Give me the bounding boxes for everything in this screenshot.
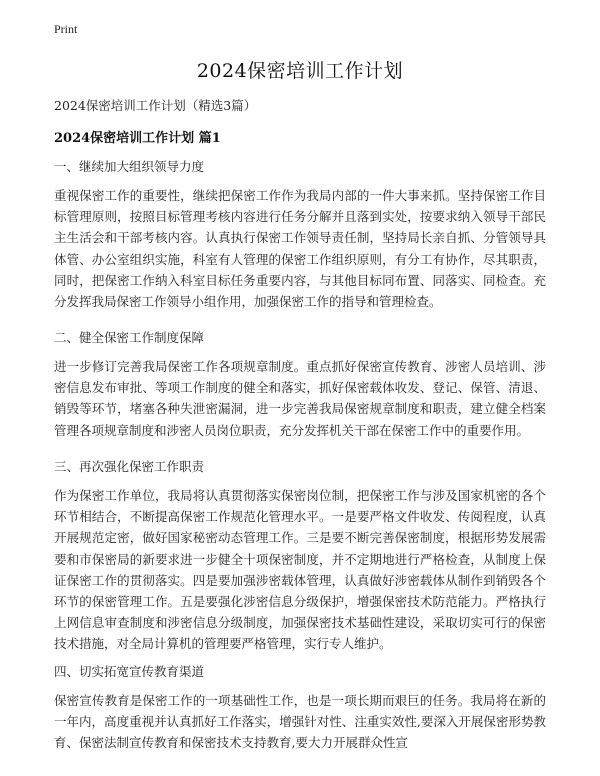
section-heading-2: 二、健全保密工作制度保障 [54, 330, 205, 345]
section-paragraph-2: 进一步修订完善我局保密工作各项规章制度。重点抓好保密宣传教育、涉密人员培训、涉密信息发布审批、等项工作制度的健全和落实，抓好保密载体收发、登记、保管、清退、销毁等环节，堵塞各种失泄密漏洞，进一步完善我局保密规章制度和职责，建立健全档案管理各项规章制度和涉密人员岗位职责，充分发挥机关干部在保密工作中的重要作用。 [54, 359, 546, 438]
section-paragraph-4: 保密宣传教育是保密工作的一项基础性工作，也是一项长期而艰巨的任务。我局将在新的一年内，高度重视并认真抓好工作落实，增强针对性、注重实效性,要深入开展保密形势教育、保密法制宣传教育和保密技术支持教育,要大力开展群众性宣 [54, 693, 546, 751]
article-heading: 2024保密培训工作计划 篇1 [54, 131, 221, 146]
print-label: Print [54, 22, 78, 36]
section-paragraph-3: 作为保密工作单位，我局将认真贯彻落实保密岗位制，把保密工作与涉及国家机密的各个环节相结合，不断提高保密工作规范化管理水平。一是要严格文件收发、传阅程度，认真开展规范定密，做好国家秘密动态管理工作。三是要不断完善保密制度，根据形势发展需要和市保密局的新要求进一步健全十项保密制度，并不定期地进行严格检查，从制度上保证保密工作的贯彻落实。四是要加强涉密载体管理，认真做好涉密载体从制作到销毁各个环节的保密管理工作。五是要强化涉密信息分级保护，增强保密技术防范能力。严格执行上网信息审查制度和涉密信息分级制度，加强保密技术基础性建设，采取切实可行的保密技术措施，对全局计算机的管理要严格管理，实行专人维护。 [54, 488, 546, 652]
section-paragraph-1: 重视保密工作的重要性，继续把保密工作作为我局内部的一件大事来抓。坚持保密工作目标管理原则，按照目标管理考核内容进行任务分解并且落到实处，按要求纳入领导干部民主生活会和干部考核内容。认真执行保密工作领导责任制，坚持局长亲自抓、分管领导具体管、办公室组织实施，科室有人管理的保密工作组织原则，有分工有协作，尽其职责，同时，把保密工作纳入科室目标任务重要内容，与其他目标同布置、同落实、同检查。充分发挥我局保密工作领导小组作用，加强保密工作的指导和管理检查。 [54, 188, 546, 310]
document-subtitle: 2024保密培训工作计划（精选3篇） [54, 98, 257, 113]
section-heading-1: 一、继续加大组织领导力度 [54, 159, 205, 174]
section-heading-4: 四、切实拓宽宣传教育渠道 [54, 664, 205, 679]
page-title: 2024保密培训工作计划 [196, 60, 404, 82]
section-heading-3: 三、再次强化保密工作职责 [54, 459, 205, 474]
